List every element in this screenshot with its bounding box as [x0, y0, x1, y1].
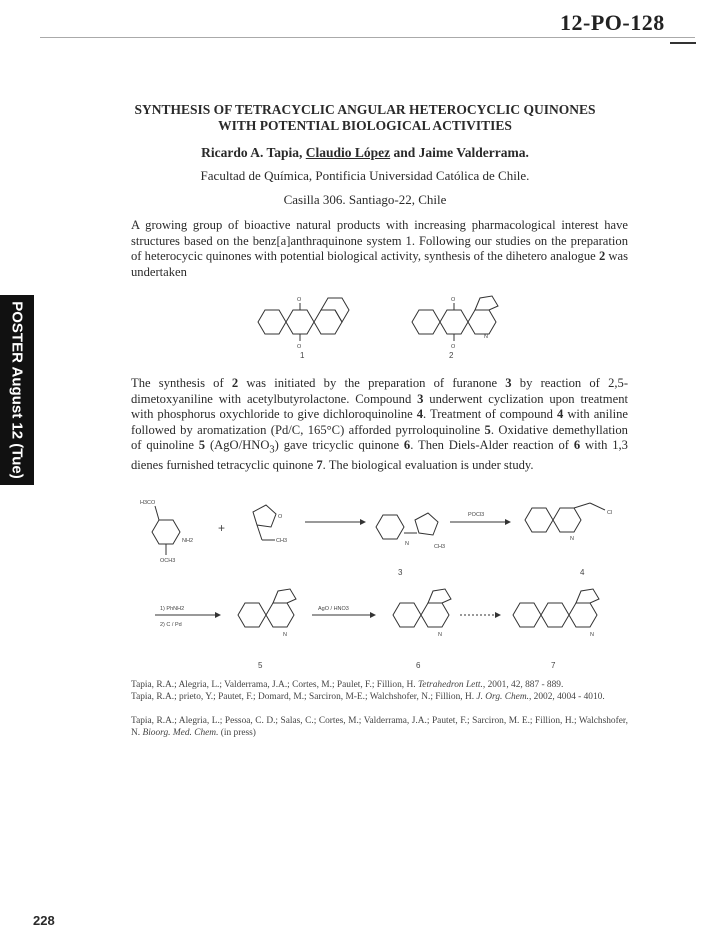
- fig2-nitrogen: N: [484, 334, 488, 340]
- reagent-cpd: 2) C / Pd: [160, 622, 182, 628]
- fig1-oxygen-bottom: O: [297, 344, 302, 350]
- och3-label: OCH3: [160, 558, 176, 564]
- reference-details: , 2002, 4004 - 4010.: [528, 692, 605, 702]
- compound-5-label: 5: [258, 661, 263, 670]
- body-text: . Treatment of compound: [423, 407, 557, 421]
- reference-authors: Tapia, R.A.; prieto, Y.; Pautet, F.; Domard, M.; Sarciron, M-E.; Walchshofer, N.; Fillion, H.: [131, 692, 475, 702]
- h3co-label: H3CO: [140, 500, 156, 506]
- compound-7-label: 7: [551, 661, 556, 670]
- body-text: with 1,3 dienes furnished tetracyclic quinone: [131, 438, 628, 473]
- body-bold: 6: [573, 438, 581, 452]
- reference-3: [131, 716, 628, 739]
- affiliation-line-2: Casilla 306. Santiago-22, Chile: [283, 192, 447, 207]
- body-bold: 6: [403, 438, 411, 452]
- nh2-label: NH2: [182, 538, 194, 544]
- reagent-ago: AgO / HNO3: [318, 606, 349, 612]
- body-text: underwent cyclization upon treatment with phosphorus oxychloride to give dichloroquinoline: [131, 391, 628, 421]
- intro-compound-2: 2: [598, 249, 606, 263]
- reference-details: , 2001, 42, 887 - 889.: [482, 680, 564, 690]
- acetyl-ch3: CH3: [276, 538, 288, 544]
- plus-sign: +: [218, 521, 226, 535]
- side-tab-label: POSTER August 12 (Tue): [8, 301, 26, 479]
- body-text: was initiated by the preparation of furanone: [238, 376, 506, 390]
- reference-2: [131, 692, 628, 704]
- reference-journal: J. Org. Chem.: [476, 692, 529, 702]
- compound-3-nh: N: [405, 541, 409, 547]
- compound-4-label: 4: [580, 568, 585, 577]
- fig2-oxygen-top: O: [451, 297, 456, 303]
- compound-6-n: N: [438, 632, 442, 638]
- reference-journal: Tetrahedron Lett.: [417, 680, 483, 690]
- compound-5-n: N: [283, 632, 287, 638]
- body-bold: 5: [198, 438, 206, 452]
- reagent-phnh2: 1) PhNH2: [160, 606, 185, 612]
- compound-3-label: 3: [398, 568, 403, 577]
- body-bold: 4: [416, 407, 424, 421]
- title-line-2: WITH POTENTIAL BIOLOGICAL ACTIVITIES: [218, 118, 512, 133]
- structure-2: [412, 296, 498, 360]
- reference-1: [131, 680, 628, 692]
- body-bold: 5: [484, 422, 491, 437]
- compound-4-cl: Cl: [607, 510, 613, 516]
- body-bold: 4: [557, 407, 564, 421]
- body-bold: 3: [417, 391, 424, 406]
- fig1-oxygen-top: O: [297, 297, 302, 303]
- body-text: by reaction of 2,5-dimetoxyaniline with acetylbutyrolactone. Compound: [131, 376, 629, 406]
- reference-journal: Bioorg. Med. Chem.: [142, 727, 219, 738]
- body-text: . Then Diels-Alder reaction of: [410, 438, 574, 452]
- body-bold: 2: [231, 376, 239, 390]
- body-text: ) gave tricyclic quinone: [274, 438, 404, 452]
- scheme-row-2: [155, 589, 599, 670]
- compound-7-n: N: [590, 632, 594, 638]
- compound-3-ch3: CH3: [434, 544, 446, 550]
- author-3: and Jaime Valderrama.: [393, 145, 529, 160]
- compound-1-label: 1: [300, 351, 305, 360]
- body-text: . The biological evaluation is under study.: [322, 458, 534, 473]
- intro-text-end: was undertaken: [131, 249, 629, 279]
- body-bold: 7: [316, 458, 323, 473]
- scheme-row-1: [140, 500, 612, 577]
- reference-authors: Tapia, R.A.; Alegria, L.; Valderrama, J.A.; Cortes, M.; Paulet, F.; Fillion, H.: [131, 680, 416, 690]
- lactone-oxygen: O: [278, 514, 283, 520]
- compound-4-n: N: [570, 536, 574, 542]
- poster-code: 12-PO-128: [560, 10, 665, 35]
- author-1: Ricardo A. Tapia,: [201, 145, 303, 160]
- compound-6-label: 6: [416, 661, 421, 670]
- body-subscript: 3: [269, 444, 275, 456]
- reference-details: (in press): [218, 727, 256, 738]
- compound-2-label: 2: [449, 351, 454, 360]
- title-line-1: SYNTHESIS OF TETRACYCLIC ANGULAR HETEROCYCLIC QUINONES: [134, 102, 596, 117]
- body-bold: 3: [505, 376, 512, 390]
- body-text: The synthesis of: [131, 376, 232, 390]
- structure-1: [258, 297, 349, 360]
- body-text: (AgO/HNO: [205, 438, 270, 452]
- author-2: Claudio López: [305, 145, 391, 160]
- reagent-pocl3: POCl3: [468, 512, 485, 518]
- body-text: with aniline followed by aromatization (Pd/C, 165°C) afforded pyrroloquinoline: [131, 407, 628, 437]
- page-number: 228: [33, 913, 55, 928]
- fig2-oxygen-bottom: O: [451, 344, 456, 350]
- affiliation-line-1: Facultad de Química, Pontificia Universidad Católica de Chile.: [200, 168, 530, 183]
- intro-text: A growing group of bioactive natural products with increasing pharmacological interest have structures based on the benz[a]anthraquinone system 1. Following our studies on the preparation of heterocycic quinones with potential biological activity, synthesis of the dihetero analogue: [131, 218, 628, 263]
- reference-authors: Tapia, R.A.; Alegria, L.; Pessoa, C. D.; Salas, C.; Cortes, M.; Valderrama, J.A.; Pautet, F.; Sarciron, M. E.; Fillion, H.; Walchshofer, N.: [131, 716, 628, 738]
- body-text: . Oxidative demethyllation of quinoline: [131, 422, 628, 452]
